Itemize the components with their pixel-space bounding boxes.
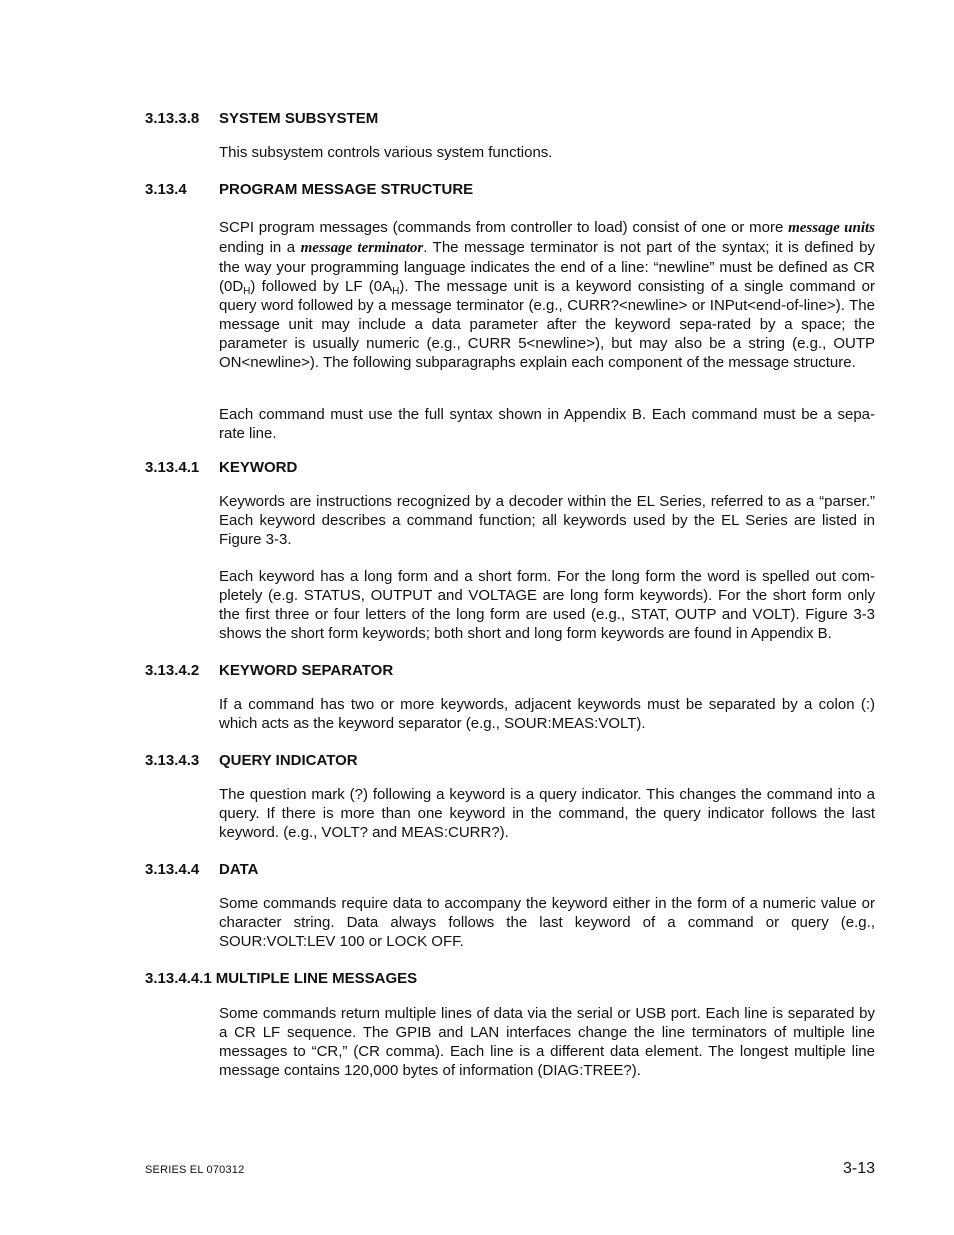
text-run: ). The message unit is a keyword consisting of a single command or query word followed by a message terminator (e.g., CURR?<newline> or INPut<end-of-line>). The message unit may include a data parameter after the keyword sepa-rated by a space; the parameter is usually numeric (e.g., CURR 5<newline>), but may also be a string (e.g., OUTP ON<newline>). The following subparagraphs explain each component of the message structure. (219, 278, 875, 371)
section-heading-data (145, 860, 258, 879)
paragraph-text: The question mark (?) following a keyword is a query indicator. This changes the command into a query. If there is more than one keyword in the command, the query indicator follows the last keyword. (e.g., VOLT? and MEAS:CURR?). (219, 786, 875, 841)
paragraph-text: If a command has two or more keywords, adjacent keywords must be separated by a colon (:) which acts as the keyword separator (e.g., SOUR:MEAS:VOLT). (219, 696, 875, 732)
paragraph-text: Some commands require data to accompany the keyword either in the form of a numeric value or character string. Data always follows the last keyword of a command or query (e.g., SOUR:VOLT:LEV 100 or LOCK OFF. (219, 895, 875, 950)
section-number: 3.13.4.2 (145, 662, 200, 679)
paragraph-text: This subsystem controls various system functions. (219, 144, 553, 161)
paragraph-data (219, 894, 875, 951)
section-heading-keyword (145, 458, 297, 477)
paragraph-keyword-1 (219, 492, 875, 549)
text-run: . The message terminator is not part of the syntax; it is defined by the way your programming language indicates the end of a line: “newline” must be defined as CR (0D (219, 239, 875, 295)
section-heading-program-message-structure (145, 180, 473, 199)
text-run: ) followed by LF (0A (250, 278, 393, 295)
section-title: KEYWORD (219, 459, 298, 476)
paragraph-system-subsystem (219, 143, 875, 162)
section-title: DATA (219, 861, 259, 878)
paragraph-keyword-2 (219, 567, 875, 643)
paragraph-text: Keywords are instructions recognized by a decoder within the EL Series, referred to as a “parser.” Each keyword describes a command function; all keywords used by the EL Series are listed in Figure 3-3. (219, 493, 875, 548)
text-run: ending in a (219, 239, 301, 256)
section-title: PROGRAM MESSAGE STRUCTURE (219, 181, 474, 198)
paragraph-keyword-separator (219, 695, 875, 733)
paragraph-program-message-1 (219, 218, 875, 372)
paragraph-multiple-line-messages (219, 1004, 875, 1080)
section-title: MULTIPLE LINE MESSAGES (215, 970, 418, 987)
subscript-hex: H (243, 286, 251, 297)
section-heading-multiple-line-messages (145, 969, 417, 988)
section-heading-keyword-separator (145, 661, 393, 680)
emphasis-message-units: message units (788, 220, 875, 236)
footer-page-number: 3-13 (842, 1160, 875, 1177)
section-title: QUERY INDICATOR (219, 752, 358, 769)
paragraph-text: Each command must use the full syntax shown in Appendix B. Each command must be a sepa-rate line. (219, 406, 875, 442)
section-number: 3.13.4.1 (145, 459, 200, 476)
section-title: KEYWORD SEPARATOR (219, 662, 394, 679)
section-number: 3.13.4 (145, 181, 187, 198)
footer-document-id: SERIES EL 070312 (145, 1164, 245, 1176)
text-run: SCPI program messages (commands from controller to load) consist of one or more (219, 219, 789, 236)
subscript-hex: H (392, 286, 400, 297)
section-heading-system-subsystem (145, 109, 378, 128)
paragraph-query-indicator (219, 785, 875, 842)
emphasis-message-terminator: message terminator (300, 240, 424, 256)
section-title: SYSTEM SUBSYSTEM (219, 110, 379, 127)
paragraph-text (219, 218, 875, 372)
paragraph-text: Some commands return multiple lines of data via the serial or USB port. Each line is separated by a CR LF sequence. The GPIB and LAN interfaces change the line terminators of multiple line messages to “CR,” (CR comma). Each line is a different data element. The longest multiple line message contains 120,000 bytes of information (DIAG:TREE?). (219, 1005, 875, 1079)
section-number: 3.13.3.8 (145, 110, 200, 127)
section-number: 3.13.4.3 (145, 752, 200, 769)
section-number: 3.13.4.4.1 (145, 970, 212, 987)
section-heading-query-indicator (145, 751, 358, 770)
paragraph-text: Each keyword has a long form and a short form. For the long form the word is spelled out com-pletely (e.g. STATUS, OUTPUT and VOLTAGE are long form keywords). For the short form only the first three or four letters of the long form are used (e.g., STAT, OUTP and VOLT). Figure 3-3 shows the short form keywords; both short and long form keywords are found in Appendix B. (219, 568, 875, 642)
paragraph-program-message-2 (219, 405, 875, 443)
section-number: 3.13.4.4 (145, 861, 200, 878)
